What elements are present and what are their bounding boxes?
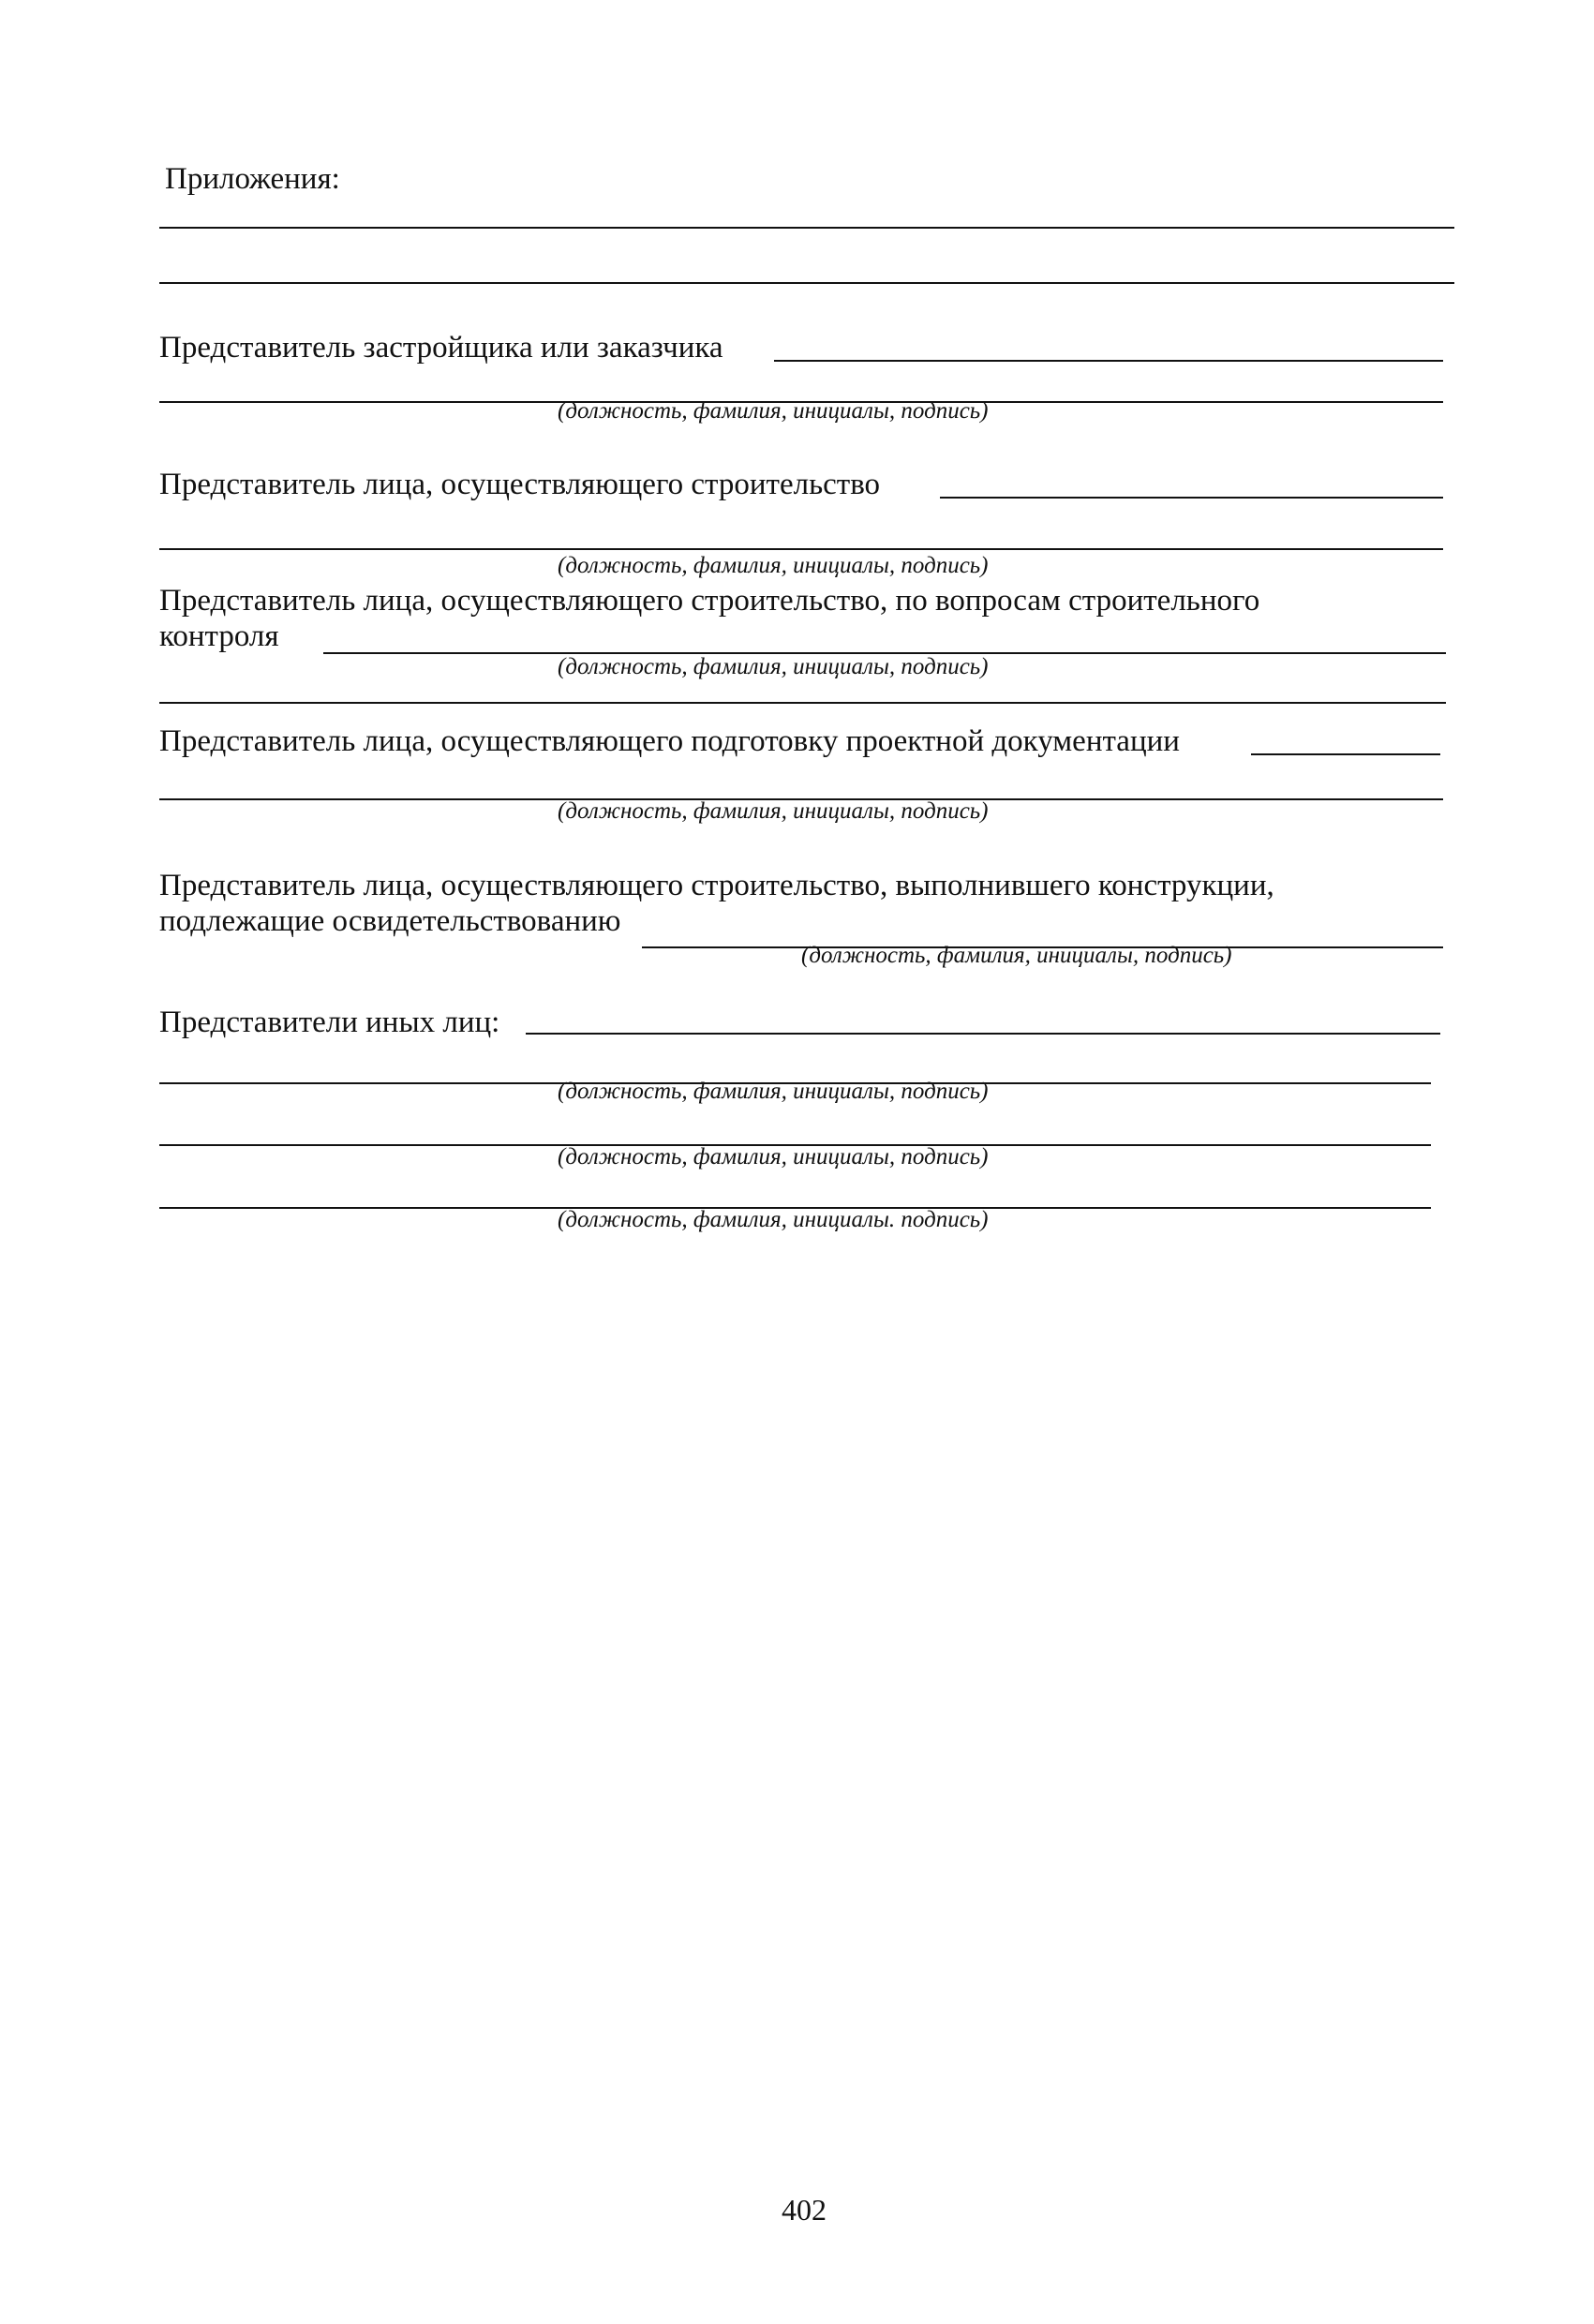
other-rep-1-caption: (должность, фамилия, инициалы, подпись) [558, 1079, 989, 1104]
builder-rep-caption: (должность, фамилия, инициалы, подпись) [558, 553, 989, 578]
builder-rep-signature-line[interactable] [940, 497, 1443, 499]
control-rep-caption: (должность, фамилия, инициалы, подпись) [558, 654, 989, 679]
other-rep-3-caption: (должность, фамилия, инициалы. подпись) [558, 1207, 989, 1232]
other-reps-label: Представители иных лиц: [159, 1006, 500, 1039]
attachments-line-1[interactable] [159, 227, 1454, 229]
attachments-line-2[interactable] [159, 282, 1454, 284]
page-number: 402 [782, 2193, 827, 2227]
builder-rep-label: Представитель лица, осуществляющего строительство [159, 468, 881, 501]
developer-rep-caption: (должность, фамилия, инициалы, подпись) [558, 398, 989, 424]
developer-rep-label: Представитель застройщика или заказчика [159, 331, 723, 365]
attachments-label: Приложения: [165, 162, 340, 196]
design-rep-signature-line[interactable] [1251, 753, 1440, 755]
contractor-rep-label-line2: подлежащие освидетельствованию [159, 904, 621, 938]
developer-rep-signature-line[interactable] [774, 360, 1443, 362]
other-rep-2-caption: (должность, фамилия, инициалы, подпись) [558, 1144, 989, 1169]
control-rep-signature-line-2[interactable] [159, 702, 1446, 704]
design-rep-caption: (должность, фамилия, инициалы, подпись) [558, 798, 989, 824]
contractor-rep-label-line1: Представитель лица, осуществляющего строительство, выполнившего конструкции, [159, 869, 1274, 902]
control-rep-label-line2: контроля [159, 619, 279, 653]
control-rep-label-line1: Представитель лица, осуществляющего строительство, по вопросам строительного [159, 584, 1260, 618]
builder-rep-signature-line-2[interactable] [159, 548, 1443, 550]
other-reps-signature-line[interactable] [526, 1033, 1440, 1035]
design-rep-label: Представитель лица, осуществляющего подготовку проектной документации [159, 724, 1180, 758]
contractor-rep-caption: (должность, фамилия, инициалы, подпись) [801, 943, 1232, 968]
